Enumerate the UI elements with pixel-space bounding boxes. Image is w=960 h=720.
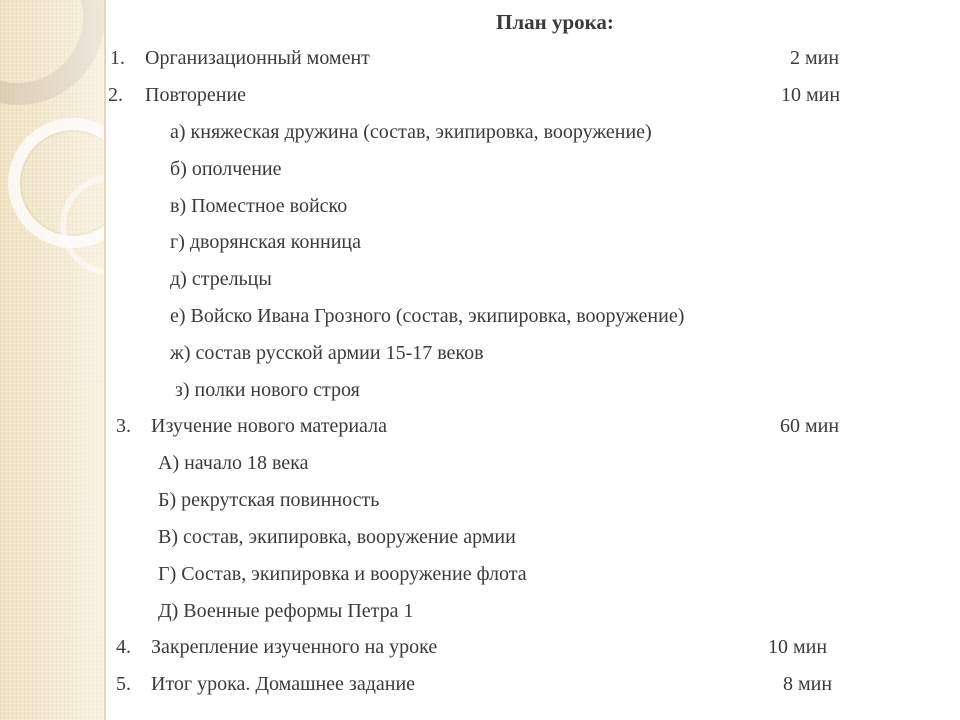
item-text: Повторение [145,84,247,106]
item-text: Итог урока. Домашнее задание [151,673,416,695]
sub-item: В) состав, экипировка, вооружение армии [158,526,516,548]
item-text: Закрепление изученного на уроке [151,636,438,658]
sub-item: г) дворянская конница [170,231,362,253]
plan-item [0,632,960,662]
item-duration: 10 мин [781,84,841,106]
sub-item: б) ополчение [170,158,282,180]
sub-item: А) начало 18 века [158,452,309,474]
plan-item [0,80,960,110]
page-title: План урока: [496,10,614,34]
item-number: 3. [116,415,131,437]
sub-item: з) полки нового строя [175,379,360,401]
item-duration: 8 мин [783,673,833,695]
item-number: 1. [110,47,125,69]
item-text: Организационный момент [145,47,370,69]
item-duration: 10 мин [768,636,828,658]
sub-item: Д) Военные реформы Петра 1 [158,600,414,622]
sub-item: в) Поместное войско [170,195,348,217]
item-duration: 60 мин [780,415,840,437]
sub-item: Г) Состав, экипировка и вооружение флота [158,563,527,585]
plan-item [0,411,960,441]
plan-item [0,669,960,699]
sub-item: д) стрельцы [170,268,272,290]
item-duration: 2 мин [790,47,840,69]
item-number: 2. [108,84,123,106]
sub-item: Б) рекрутская повинность [158,489,380,511]
sub-item: а) княжеская дружина (состав, экипировка, вооружение) [170,121,652,143]
item-number: 4. [116,636,131,658]
plan-item [0,43,960,73]
item-text: Изучение нового материала [151,415,387,437]
sub-item: ж) состав русской армии 15-17 веков [170,342,484,364]
sub-item: е) Войско Ивана Грозного (состав, экипировка, вооружение) [170,305,685,327]
item-number: 5. [116,673,131,695]
